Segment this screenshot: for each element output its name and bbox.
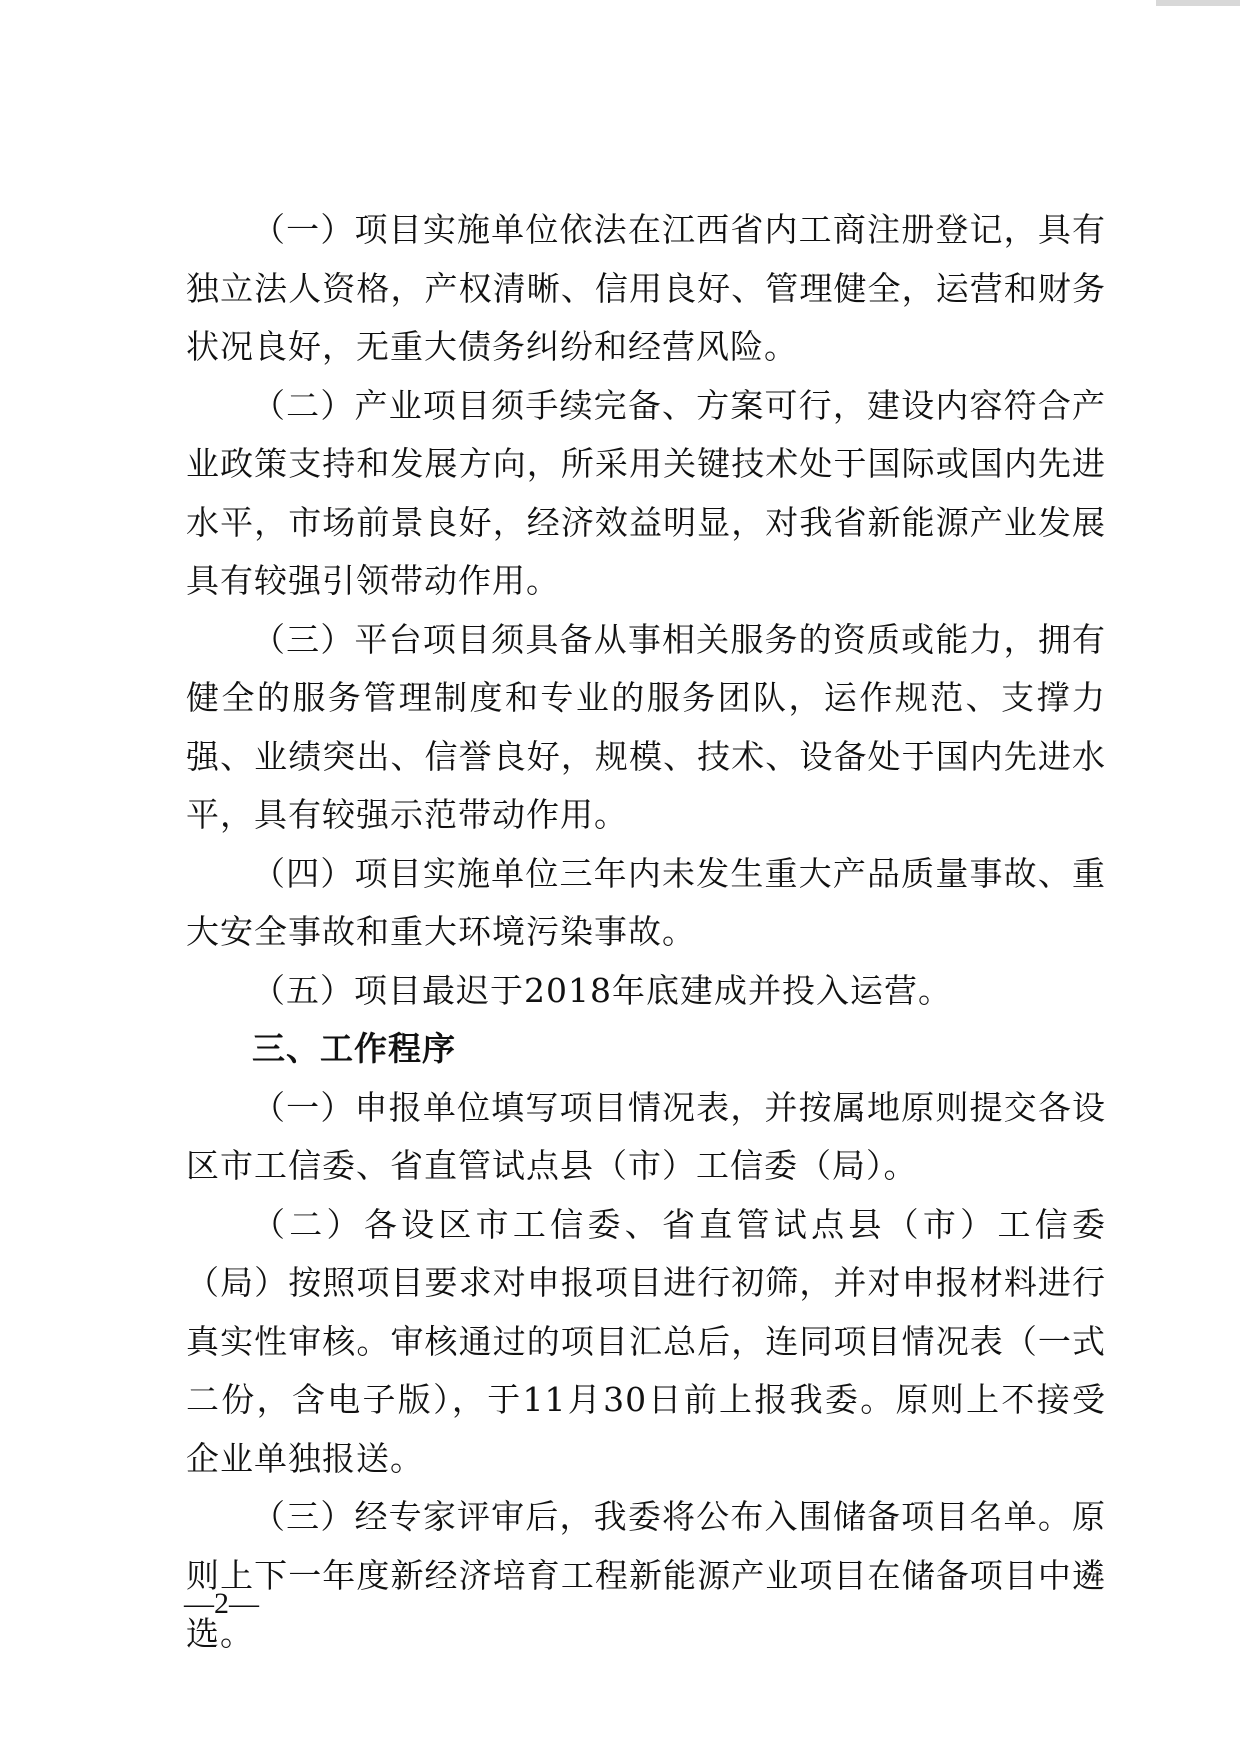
condition-paragraph-3: （三）平台项目须具备从事相关服务的资质或能力，拥有健全的服务管理制度和专业的服务团队，运作规范、支撑力强、业绩突出、信誉良好，规模、技术、设备处于国内先进水平，具有较强示范带动作用。 [186, 619, 1106, 834]
condition-paragraph-4: （四）项目实施单位三年内未发生重大产品质量事故、重大安全事故和重大环境污染事故。 [186, 853, 1106, 951]
document-body [186, 201, 1106, 1664]
scan-edge-mark [1156, 0, 1240, 6]
procedure-paragraph-3: （三）经专家评审后，我委将公布入围储备项目名单。原则上下一年度新经济培育工程新能源产业项目在储备项目中遴选。 [186, 1497, 1106, 1653]
page-number: —2— [184, 1587, 259, 1620]
section-heading: 三、工作程序 [252, 1029, 456, 1068]
condition-paragraph-1: （一）项目实施单位依法在江西省内工商注册登记，具有独立法人资格，产权清晰、信用良好、管理健全，运营和财务状况良好，无重大债务纠纷和经营风险。 [186, 210, 1106, 366]
procedure-paragraph-1: （一）申报单位填写项目情况表，并按属地原则提交各设区市工信委、省直管试点县（市）工信委（局）。 [186, 1087, 1106, 1185]
condition-paragraph-5: （五）项目最迟于2018年底建成并投入运营。 [252, 970, 952, 1010]
procedure-paragraph-2: （二）各设区市工信委、省直管试点县（市）工信委（局）按照项目要求对申报项目进行初筛，并对申报材料进行真实性审核。审核通过的项目汇总后，连同项目情况表（一式二份，含电子版），于11月30日前上报我委。原则上不接受企业单独报送。 [186, 1204, 1106, 1478]
condition-paragraph-2: （二）产业项目须手续完备、方案可行，建设内容符合产业政策支持和发展方向，所采用关键技术处于国际或国内先进水平，市场前景良好，经济效益明显，对我省新能源产业发展具有较强引领带动作用。 [186, 385, 1106, 600]
